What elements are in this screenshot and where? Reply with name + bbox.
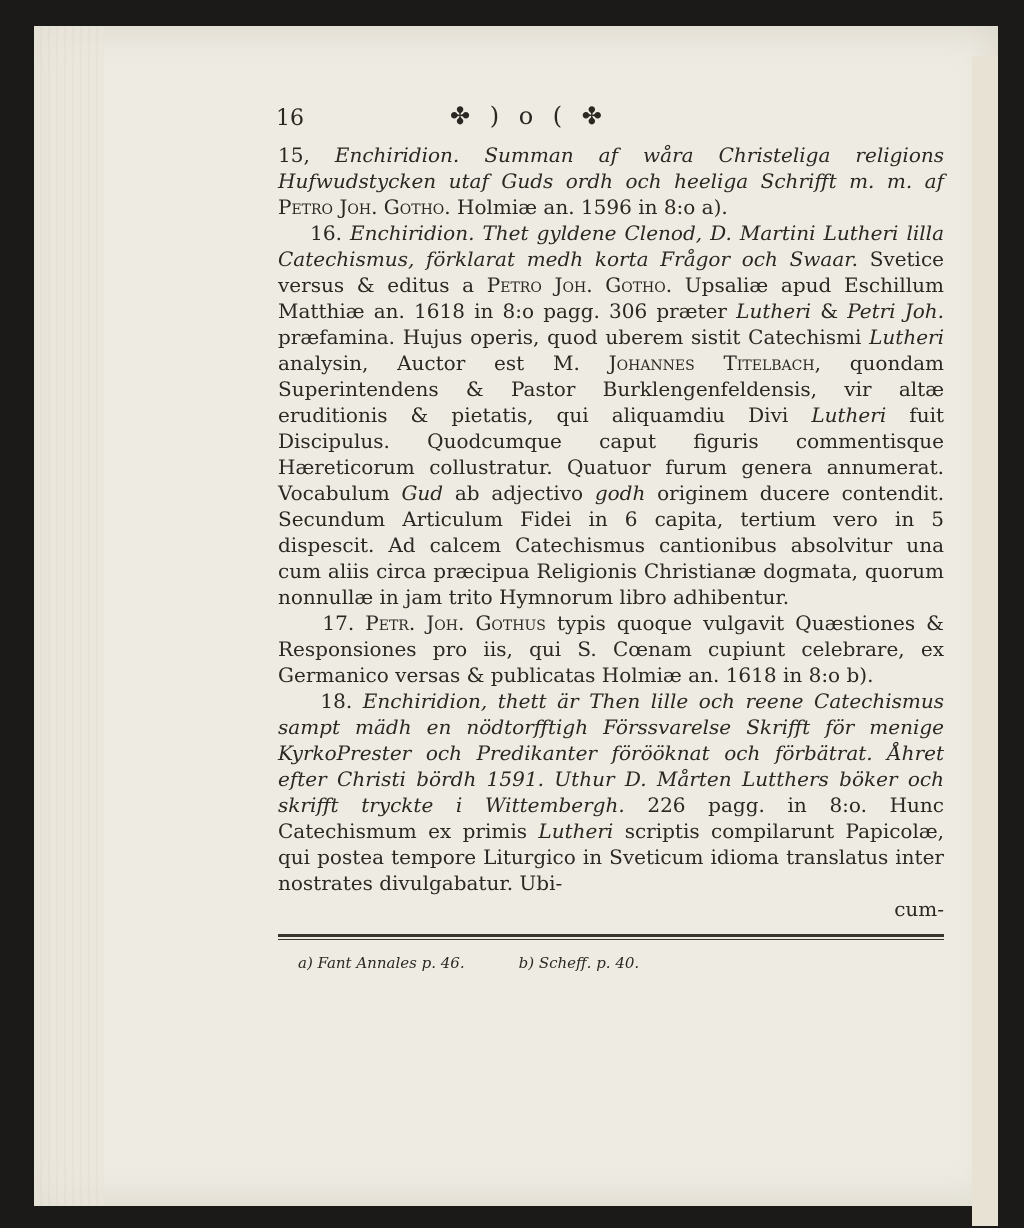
name-lutheri: Lutheri bbox=[811, 403, 887, 427]
catchword: cum- bbox=[894, 897, 944, 921]
word-godh: godh bbox=[594, 481, 646, 505]
entry-number: 15, bbox=[278, 143, 310, 167]
page-gutter bbox=[34, 26, 104, 1206]
author-name: Petro Joh. Gotho. bbox=[278, 195, 451, 219]
entry-title: Enchiridion. Thet gyldene Clenod, D. Martini Lutheri lilla Catechismus, förklarat medh korta Frågor och Swaar. bbox=[278, 221, 945, 271]
entry-text: fuit Discipulus. Quodcumque caput figuris commentisque Hæreticorum collustratur. Quatuor furum genera annumerat. Vocabulum bbox=[278, 403, 945, 505]
entry-15 bbox=[278, 142, 944, 220]
text-block bbox=[278, 100, 944, 972]
name-lutheri: Lutheri bbox=[869, 325, 945, 349]
entry-title-text: Summan af wåra Christeliga religions Hufwudstycken utaf Guds ordh och heeliga Schrifft m. m. af bbox=[278, 143, 945, 193]
footnote-b: b) Scheff. p. 40. bbox=[518, 954, 640, 972]
entry-text: originem ducere contendit. Secundum Articulum Fidei in 6 capita, tertium vero in 5 dispescit. Ad calcem Catechismus cantionibus absolvitur una cum aliis circa præcipua Religionis Christianæ dogmata, quorum nonnullæ in jam trito Hymnorum libro adhibentur. bbox=[278, 481, 945, 609]
entry-number: 16. bbox=[310, 221, 342, 245]
header-ornament: ✤ ) o ( ✤ bbox=[450, 102, 608, 130]
ampersand: & bbox=[820, 299, 839, 323]
author-name: Petro Joh. Gotho. bbox=[486, 273, 673, 297]
entry-number: 18. bbox=[320, 689, 353, 713]
name-lutheri: Lutheri bbox=[736, 299, 812, 323]
entry-text: Holmiæ an. 1596 in 8:o a). bbox=[457, 195, 728, 219]
entry-text: analysin, Auctor est M. bbox=[278, 351, 580, 375]
entry-17 bbox=[278, 610, 944, 688]
footnote-a: a) Fant Annales p. 46. bbox=[298, 954, 465, 972]
entry-text: 226 pagg. in 8:o. Hunc Catechismum ex primis bbox=[278, 793, 945, 843]
entry-16 bbox=[278, 220, 944, 610]
page-edge bbox=[972, 56, 998, 1226]
footnotes bbox=[278, 954, 944, 972]
entry-text: Svetice versus & editus a bbox=[278, 247, 944, 297]
entry-number: 17. bbox=[322, 611, 355, 635]
entry-text: scriptis compilarunt Papicolæ, qui postea tempore Liturgico in Sveticum idioma translatus inter nostrates divulgabatur. Ubi- bbox=[278, 819, 945, 895]
entry-text: quondam Superintendens & Pastor Burklengenfeldensis, vir altæ eruditionis & pietatis, qui aliquamdiu Divi bbox=[278, 351, 945, 427]
footnote-rule bbox=[278, 934, 944, 937]
entry-text: Upsaliæ apud Eschillum Matthiæ an. 1618 in 8:o pagg. 306 præter bbox=[278, 273, 944, 323]
name-lutheri: Lutheri bbox=[538, 819, 614, 843]
running-header bbox=[278, 100, 944, 142]
word-gud: Gud bbox=[401, 481, 444, 505]
name-petri: Petri Joh. bbox=[847, 299, 945, 323]
entry-title: Enchiridion, thett är Then lille och reene Catechismus sampt mädh en nödtorfftigh Förssvarelse Skrifft för menige KyrkoPrester och Predikanter förööknat och förbätrat. Åhret efter Christi bördh 1591. Uthur D. Mårten Lutthers böker och skrifft tryckte i Wittembergh. bbox=[278, 689, 945, 817]
page-number: 16 bbox=[276, 106, 304, 131]
entry-18 bbox=[278, 688, 944, 896]
entry-title: Enchiridion. bbox=[334, 143, 460, 167]
entry-text: ab adjectivo bbox=[454, 481, 584, 505]
author-name: Johannes Titelbach, bbox=[608, 351, 821, 375]
author-name: Petr. Joh. Gothus bbox=[365, 611, 546, 635]
entry-text: præfamina. Hujus operis, quod uberem sistit Catechismi bbox=[278, 325, 862, 349]
footnote-rule-thin bbox=[278, 939, 944, 940]
entry-text: typis quoque vulgavit Quæstiones & Responsiones pro iis, qui S. Cœnam cupiunt celebrare, ex Germanico versas & publicatas Holmiæ an. 1618 in 8:o b). bbox=[278, 611, 944, 687]
